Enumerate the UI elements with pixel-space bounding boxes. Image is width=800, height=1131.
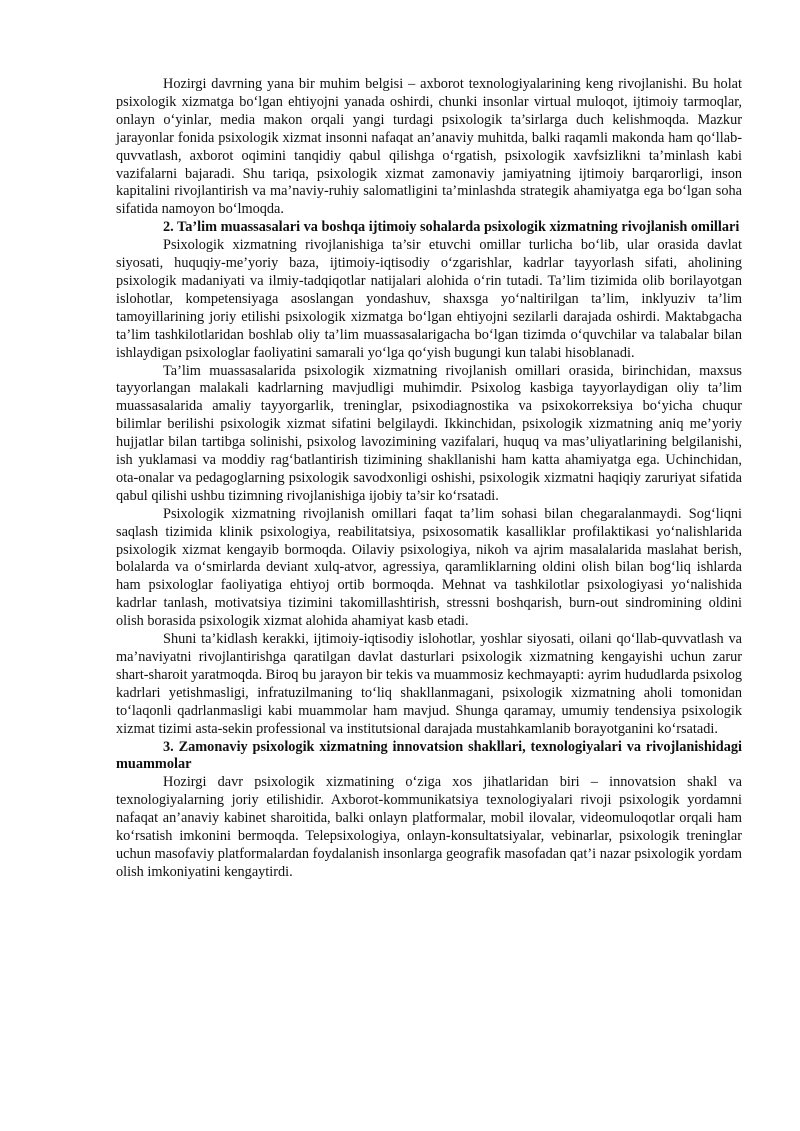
section-heading-3: 3. Zamonaviy psixologik xizmatning innovatsion shakllari, texnologiyalari va rivojlanishidagi muammolar (116, 738, 742, 773)
paragraph-innovations: Hozirgi davr psixologik xizmatining o‘ziga xos jihatlaridan biri – innovatsion shakl va texnologiyalarning joriy etilishidir. Axborot-kommunikatsiya texnologiyalari rivoji psixologik yordamni nafaqat an’anaviy kabinet sharoitida, balki onlayn platformalar, mobil ilovalar, videomuloqotlar orqali ham ko‘rsatish imkonini bermoqda. Telepsixologiya, onlayn-konsultatsiyalar, vebinarlar, psixologik treninglar uchun masofaviy platformalardan foydalanish insonlarga geografik masofadan qat’i nazar psixologik yordam olish imkoniyatini kengaytirdi. (116, 774, 742, 880)
section-heading-2: 2. Ta’lim muassasalari va boshqa ijtimoiy sohalarda psixologik xizmatning rivojlanish omillari (163, 219, 740, 236)
paragraph-education-factors: Ta’lim muassasalarida psixologik xizmatning rivojlanish omillari orasida, birinchidan, maxsus tayyorlangan malakali kadrlarning mavjudligi muhimdir. Psixolog kasbiga tayyorlaydigan oliy ta’lim muassasalarida amaliy tayyorgarlik, treninglar, psixodiagnostika va psixokorreksiya bo‘yicha chuqur bilimlar berilishi psixologik xizmat sifatini belgilaydi. Ikkinchidan, psixologik xizmatning aniq me’yoriy hujjatlar bilan tartibga solinishi, psixolog lavozimining vazifalari, huquq va mas’uliyatlarining belgilanishi, ish yuklamasi va moddiy rag‘batlantirish tizimining shakllanishi ham katta ahamiyatga ega. Uchinchidan, ota-onalar va pedagoglarning psixologik savodxonligi oshishi, psixologik xizmatni haqiqiy zaruriyat sifatida qabul qilishi ushbu tizimning rivojlanishiga ijobiy ta’sir ko‘rsatadi. (116, 362, 742, 504)
document-page (116, 76, 742, 882)
paragraph-state-programs: Shuni ta’kidlash kerakki, ijtimoiy-iqtisodiy islohotlar, yoshlar siyosati, oilani qo‘llab-quvvatlash va ma’naviyatni rivojlantirishga qaratilgan davlat dasturlari psixologik xizmatning kengayishi uchun zarur shart-sharoit yaratmoqda. Biroq bu jarayon bir tekis va muammosiz kechmayapti: ayrim hududlarda psixolog kadrlari yetishmasligi, infratuzilmaning to‘liq shakllanmagani, psixologik xizmatning aholi tomonidan to‘laqonli qadrlanmasligi kabi muammolar ham mavjud. Shunga qaramay, umumiy tendensiya psixologik xizmat tizimi asta-sekin professional va institutsional darajada mustahkamlanib borayotganini ko‘rsatadi. (116, 631, 742, 737)
paragraph-factors: Psixologik xizmatning rivojlanishiga ta’sir etuvchi omillar turlicha bo‘lib, ular orasida davlat siyosati, huquqiy-me’yoriy baza, ijtimoiy-iqtisodiy o‘zgarishlar, kadrlar tayyorlash sifati, aholining psixologik madaniyati va ilmiy-tadqiqotlar natijalari alohida o‘rin tutadi. Ta’lim tizimida olib borilayotgan islohotlar, kompetensiyaga asoslangan yondashuv, shaxsga yo‘naltirilgan ta’lim, inklyuziv ta’lim tamoyillarining joriy etilishi psixologik xizmatga bo‘lgan ehtiyojni sezilarli darajada oshirdi. Maktabgacha ta’lim tashkilotlaridan boshlab oliy ta’lim muassasalarigacha bo‘lgan tizimda o‘quvchilar va talabalar bilan ishlaydigan psixologlar faoliyatini samarali yo‘lga qo‘yish bugungi kun talabi hisoblanadi. (116, 237, 742, 361)
paragraph-other-sectors: Psixologik xizmatning rivojlanish omillari faqat ta’lim sohasi bilan chegaralanmaydi. Sog‘liqni saqlash tizimida klinik psixologiya, reabilitatsiya, psixosomatik kasalliklar profilaktikasi yo‘nalishlarida psixologik xizmat kengayib bormoqda. Oilaviy psixologiya, nikoh va ajrim masalalarida maslahat berish, bolalarda va o‘smirlarda deviant xulq-atvor, agressiya, qaramliklarning oldini olish bilan bog‘liq ishlarda ham psixologlar faoliyatiga ehtiyoj ortib bormoqda. Mehnat va tashkilotlar psixologiyasi yo‘nalishida kadrlar tanlash, motivatsiya tizimini takomillashtirish, stressni boshqarish, burn-out sindromining oldini olish borasida psixologik xizmat alohida ahamiyat kasb etadi. (116, 505, 742, 630)
paragraph-intro: Hozirgi davrning yana bir muhim belgisi – axborot texnologiyalarining keng rivojlanishi. Bu holat psixologik xizmatga bo‘lgan ehtiyojni yanada oshirdi, chunki insonlar virtual muloqot, ijtimoiy tarmoqlar, onlayn o‘yinlar, media makon orqali yangi turdagi psixologik ta’sirlarga duch kelishmoqda. Mazkur jarayonlar fonida psixologik xizmat insonni nafaqat an’anaviy muhitda, balki raqamli makonda ham qo‘llab-quvvatlash, axborot oqimini tanqidiy qabul qilishga o‘rgatish, psixologik xavfsizlikni ta’minlash kabi vazifalarni bajaradi. Shu tariqa, psixologik xizmat zamonaviy jamiyatning ijtimoiy barqarorligi, inson kapitalini rivojlantirish va ma’naviy-ruhiy salomatligini ta’minlashda strategik ahamiyatga ega bo‘lgan soha sifatida namoyon bo‘lmoqda. (116, 76, 742, 218)
